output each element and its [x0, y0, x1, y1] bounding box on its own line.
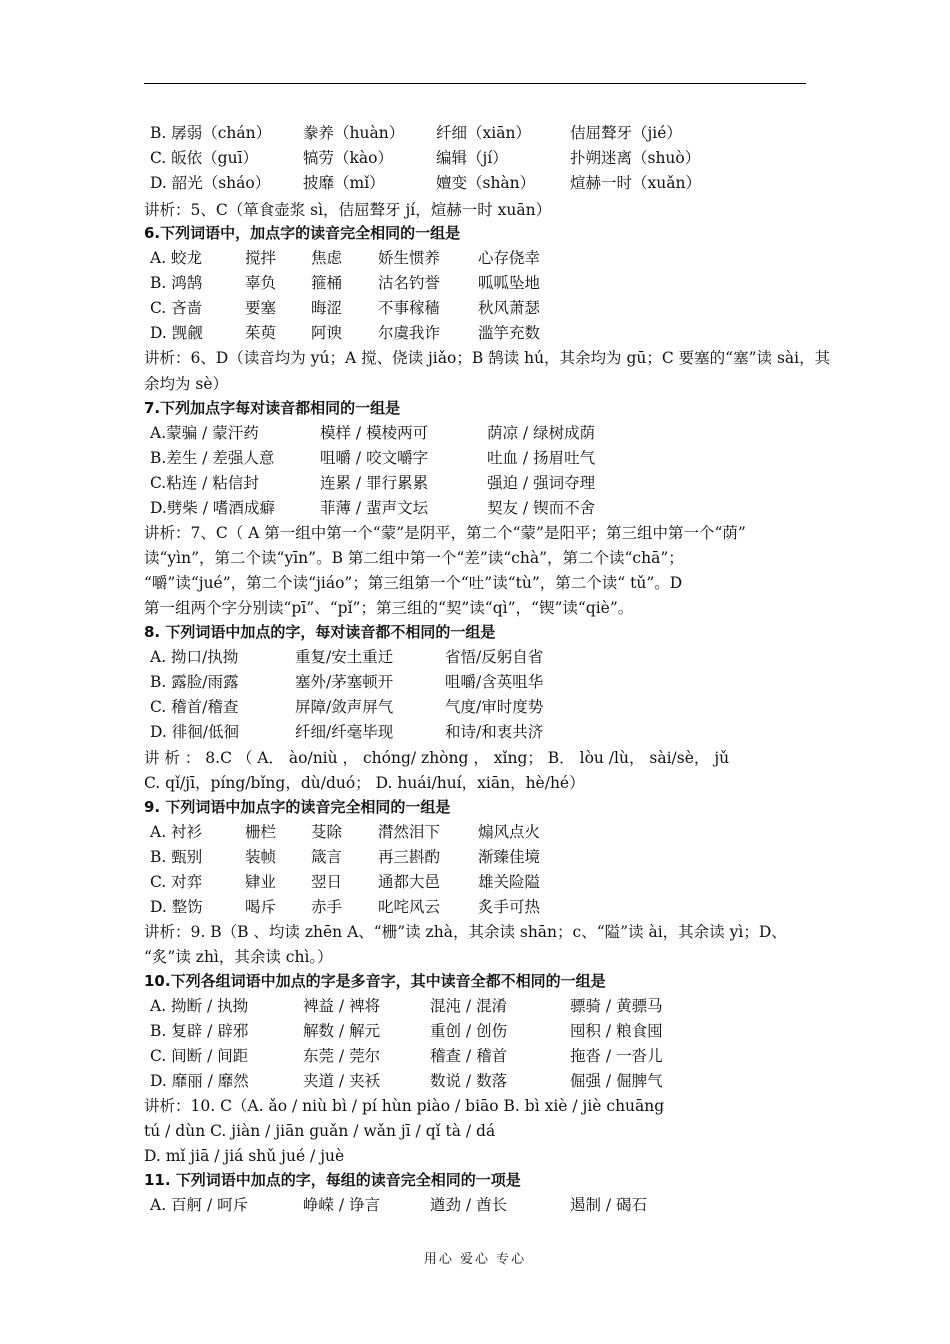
header-rule: [144, 83, 806, 84]
option-cell: 混沌 / 混淆: [430, 997, 508, 1015]
option-cell: 骠骑 / 黄骠马: [570, 997, 663, 1015]
option-cell: B. 甄别: [150, 848, 203, 866]
option-cell: 芟除: [311, 823, 343, 841]
explanation-text: 讲析：6、D（读音均为 yú；A 搅、侥读 jiǎo；B 鹄读 hú，其余均为 gū；C 要塞的“塞”读 sài，其: [144, 349, 831, 367]
option-cell: 炙手可热: [478, 898, 541, 916]
option-cell: 焦虑: [311, 249, 343, 267]
option-cell: 裨益 / 裨将: [303, 997, 381, 1015]
option-cell: 雄关险隘: [478, 873, 541, 891]
option-cell: C. 皈依（guī）: [150, 149, 259, 167]
option-cell: C. 稽首/稽查: [150, 698, 239, 716]
option-cell: 要塞: [245, 299, 277, 317]
option-cell: 连累 / 罪行累累: [320, 474, 429, 492]
option-cell: D. 靡丽 / 靡然: [150, 1072, 249, 1090]
option-cell: 解数 / 解元: [303, 1022, 381, 1040]
explanation-text: “炙”读 zhì，其余读 chì。）: [144, 948, 333, 966]
option-cell: 倔强 / 倔脾气: [570, 1072, 663, 1090]
option-cell: 囤积 / 粮食囤: [570, 1022, 663, 1040]
option-cell: 搅拌: [245, 249, 277, 267]
option-cell: 通都大邑: [378, 873, 441, 891]
option-cell: 佶屈聱牙（jié）: [570, 124, 682, 142]
option-cell: 编辑（jí）: [436, 149, 508, 167]
option-cell: 豢养（huàn）: [303, 124, 405, 142]
option-cell: 肄业: [245, 873, 277, 891]
option-cell: 辜负: [245, 274, 277, 292]
option-cell: 叱咤风云: [378, 898, 441, 916]
option-cell: 纤细/纤毫毕现: [295, 723, 394, 741]
option-cell: B. 孱弱（chán）: [150, 124, 272, 142]
explanation-text: 讲 析 ： 8.C （ A． ào/niù ， chóng/ zhòng ， xǐng； B． lòu /lù， sài/sè， jǔ: [144, 749, 730, 767]
option-cell: D. 觊觎: [150, 324, 203, 342]
option-cell: 东莞 / 莞尔: [303, 1047, 381, 1065]
option-cell: 荫凉 / 绿树成荫: [487, 424, 596, 442]
option-cell: 咀嚼/含英咀华: [445, 673, 544, 691]
option-cell: B. 露脸/雨露: [150, 673, 239, 691]
option-cell: B. 鸿鹄: [150, 274, 203, 292]
option-cell: 吐血 / 扬眉吐气: [487, 449, 596, 467]
option-cell: 咀嚼 / 咬文嚼字: [320, 449, 429, 467]
explanation-text: 讲析：7、C（ A 第一组中第一个“蒙”是阴平，第二个“蒙”是阳平；第三组中第一个“荫”: [144, 524, 746, 542]
explanation-text: 余均为 sè）: [144, 375, 229, 393]
explanation-text: 讲析：10. C（A. ǎo / niù bì / pí hùn piào / biāo B. bì xiè / jiè chuāng: [144, 1097, 665, 1115]
option-cell: 省悟/反躬自省: [445, 648, 544, 666]
option-cell: 塞外/茅塞顿开: [295, 673, 394, 691]
option-cell: 扑朔迷离（shuò）: [570, 149, 701, 167]
option-cell: 赤手: [311, 898, 343, 916]
option-cell: C. 间断 / 间距: [150, 1047, 249, 1065]
option-cell: C.粘连 / 粘信封: [150, 474, 259, 492]
option-cell: A. 蛟龙: [150, 249, 203, 267]
option-cell: 模样 / 模棱两可: [320, 424, 429, 442]
explanation-text: D. mǐ jiā / jiá shǔ jué / juè: [144, 1147, 345, 1165]
option-cell: 煊赫一时（xuǎn）: [570, 174, 701, 192]
question-heading: 11. 下列词语中加点的字，每组的读音完全相同的一项是: [144, 1171, 521, 1189]
option-cell: 阿谀: [311, 324, 343, 342]
option-cell: 箴言: [311, 848, 343, 866]
option-cell: 菲薄 / 蜚声文坛: [320, 499, 429, 517]
option-cell: A. 拗口/执拗: [150, 648, 239, 666]
question-heading: 8. 下列词语中加点的字，每对读音都不相同的一组是: [144, 623, 496, 641]
option-cell: 数说 / 数落: [430, 1072, 508, 1090]
option-cell: 秋风萧瑟: [478, 299, 541, 317]
option-cell: 不事稼穑: [378, 299, 441, 317]
option-cell: 呱呱坠地: [478, 274, 541, 292]
explanation-text: 第一组两个字分别读“pī”、“pǐ”；第三组的“契”读“qì”，“锲”读“qiè”。: [144, 599, 634, 617]
question-heading: 6.下列词语中，加点字的读音完全相同的一组是: [144, 224, 461, 242]
question-heading: 10.下列各组词语中加点的字是多音字，其中读音全都不相同的一组是: [144, 972, 606, 990]
option-cell: 栅栏: [245, 823, 277, 841]
option-cell: 箍桶: [311, 274, 343, 292]
question-heading: 7.下列加点字每对读音都相同的一组是: [144, 399, 401, 417]
option-cell: 翌日: [311, 873, 343, 891]
option-cell: 重复/安土重迁: [295, 648, 394, 666]
option-cell: C. 对弈: [150, 873, 203, 891]
option-cell: D. 徘徊/低徊: [150, 723, 239, 741]
option-cell: 茱萸: [245, 324, 277, 342]
option-cell: 犒劳（kào）: [303, 149, 393, 167]
option-cell: 晦涩: [311, 299, 343, 317]
explanation-text: “嚼”读“jué”，第二个读“jiáo”；第三组第一个“吐”读“tù”，第二个读“ tǔ”。D: [144, 574, 683, 592]
option-cell: 夹道 / 夹袄: [303, 1072, 381, 1090]
option-cell: 拖沓 / 一沓儿: [570, 1047, 663, 1065]
option-cell: 披靡（mǐ）: [303, 174, 385, 192]
option-cell: 重创 / 创伤: [430, 1022, 508, 1040]
option-cell: 强迫 / 强词夺理: [487, 474, 596, 492]
option-cell: 娇生惯养: [378, 249, 441, 267]
option-cell: 渐臻佳境: [478, 848, 541, 866]
option-cell: B. 复辟 / 辟邪: [150, 1022, 249, 1040]
explanation-text: 读“yìn”，第二个读“yīn”。B 第二组中第一个“差”读“chà”，第二个读“chā”；: [144, 549, 684, 567]
option-cell: 再三斟酌: [378, 848, 441, 866]
option-cell: A.蒙骗 / 蒙汗药: [150, 424, 259, 442]
explanation-text: C. qǐ/jī，píng/bǐng，dù/duó； D. huái/huí，xiān，hè/hé）: [144, 774, 585, 792]
option-cell: 遏制 / 碣石: [570, 1196, 648, 1214]
explanation-text: 讲析：5、C（箪食壶浆 sì，佶屈聱牙 jí，煊赫一时 xuān）: [144, 201, 552, 219]
option-cell: 契友 / 锲而不舍: [487, 499, 596, 517]
page-footer: 用心 爱心 专心: [423, 1252, 527, 1267]
option-cell: 嬗变（shàn）: [436, 174, 536, 192]
option-cell: 气度/审时度势: [445, 698, 544, 716]
option-cell: 潸然泪下: [378, 823, 441, 841]
option-cell: D.劈柴 / 嗜酒成癖: [150, 499, 275, 517]
option-cell: B.差生 / 差强人意: [150, 449, 275, 467]
option-cell: 滥竽充数: [478, 324, 541, 342]
option-cell: 稽查 / 稽首: [430, 1047, 508, 1065]
option-cell: A. 百舸 / 呵斥: [150, 1196, 249, 1214]
option-cell: C. 吝啬: [150, 299, 203, 317]
option-cell: 沽名钓誉: [378, 274, 441, 292]
option-cell: 峥嵘 / 诤言: [303, 1196, 381, 1214]
option-cell: 煽风点火: [478, 823, 541, 841]
option-cell: 屏障/敛声屏气: [295, 698, 394, 716]
option-cell: 心存侥幸: [478, 249, 541, 267]
question-heading: 9. 下列词语中加点字的读音完全相同的一组是: [144, 798, 451, 816]
option-cell: 遒劲 / 酋长: [430, 1196, 508, 1214]
option-cell: A. 衬衫: [150, 823, 203, 841]
option-cell: A. 拗断 / 执拗: [150, 997, 249, 1015]
option-cell: 纤细（xiān）: [436, 124, 531, 142]
option-cell: 和诗/和衷共济: [445, 723, 544, 741]
explanation-text: tú / dùn C. jiàn / jiān guǎn / wǎn jī / qǐ tà / dá: [144, 1122, 496, 1140]
option-cell: 装帧: [245, 848, 277, 866]
option-cell: 喝斥: [245, 898, 277, 916]
option-cell: D. 整饬: [150, 898, 203, 916]
option-cell: D. 韶光（sháo）: [150, 174, 271, 192]
option-cell: 尔虞我诈: [378, 324, 441, 342]
explanation-text: 讲析：9. B（B 、均读 zhēn A、“栅”读 zhà，其余读 shān；c、“隘”读 ài，其余读 yì；D、: [144, 923, 787, 941]
